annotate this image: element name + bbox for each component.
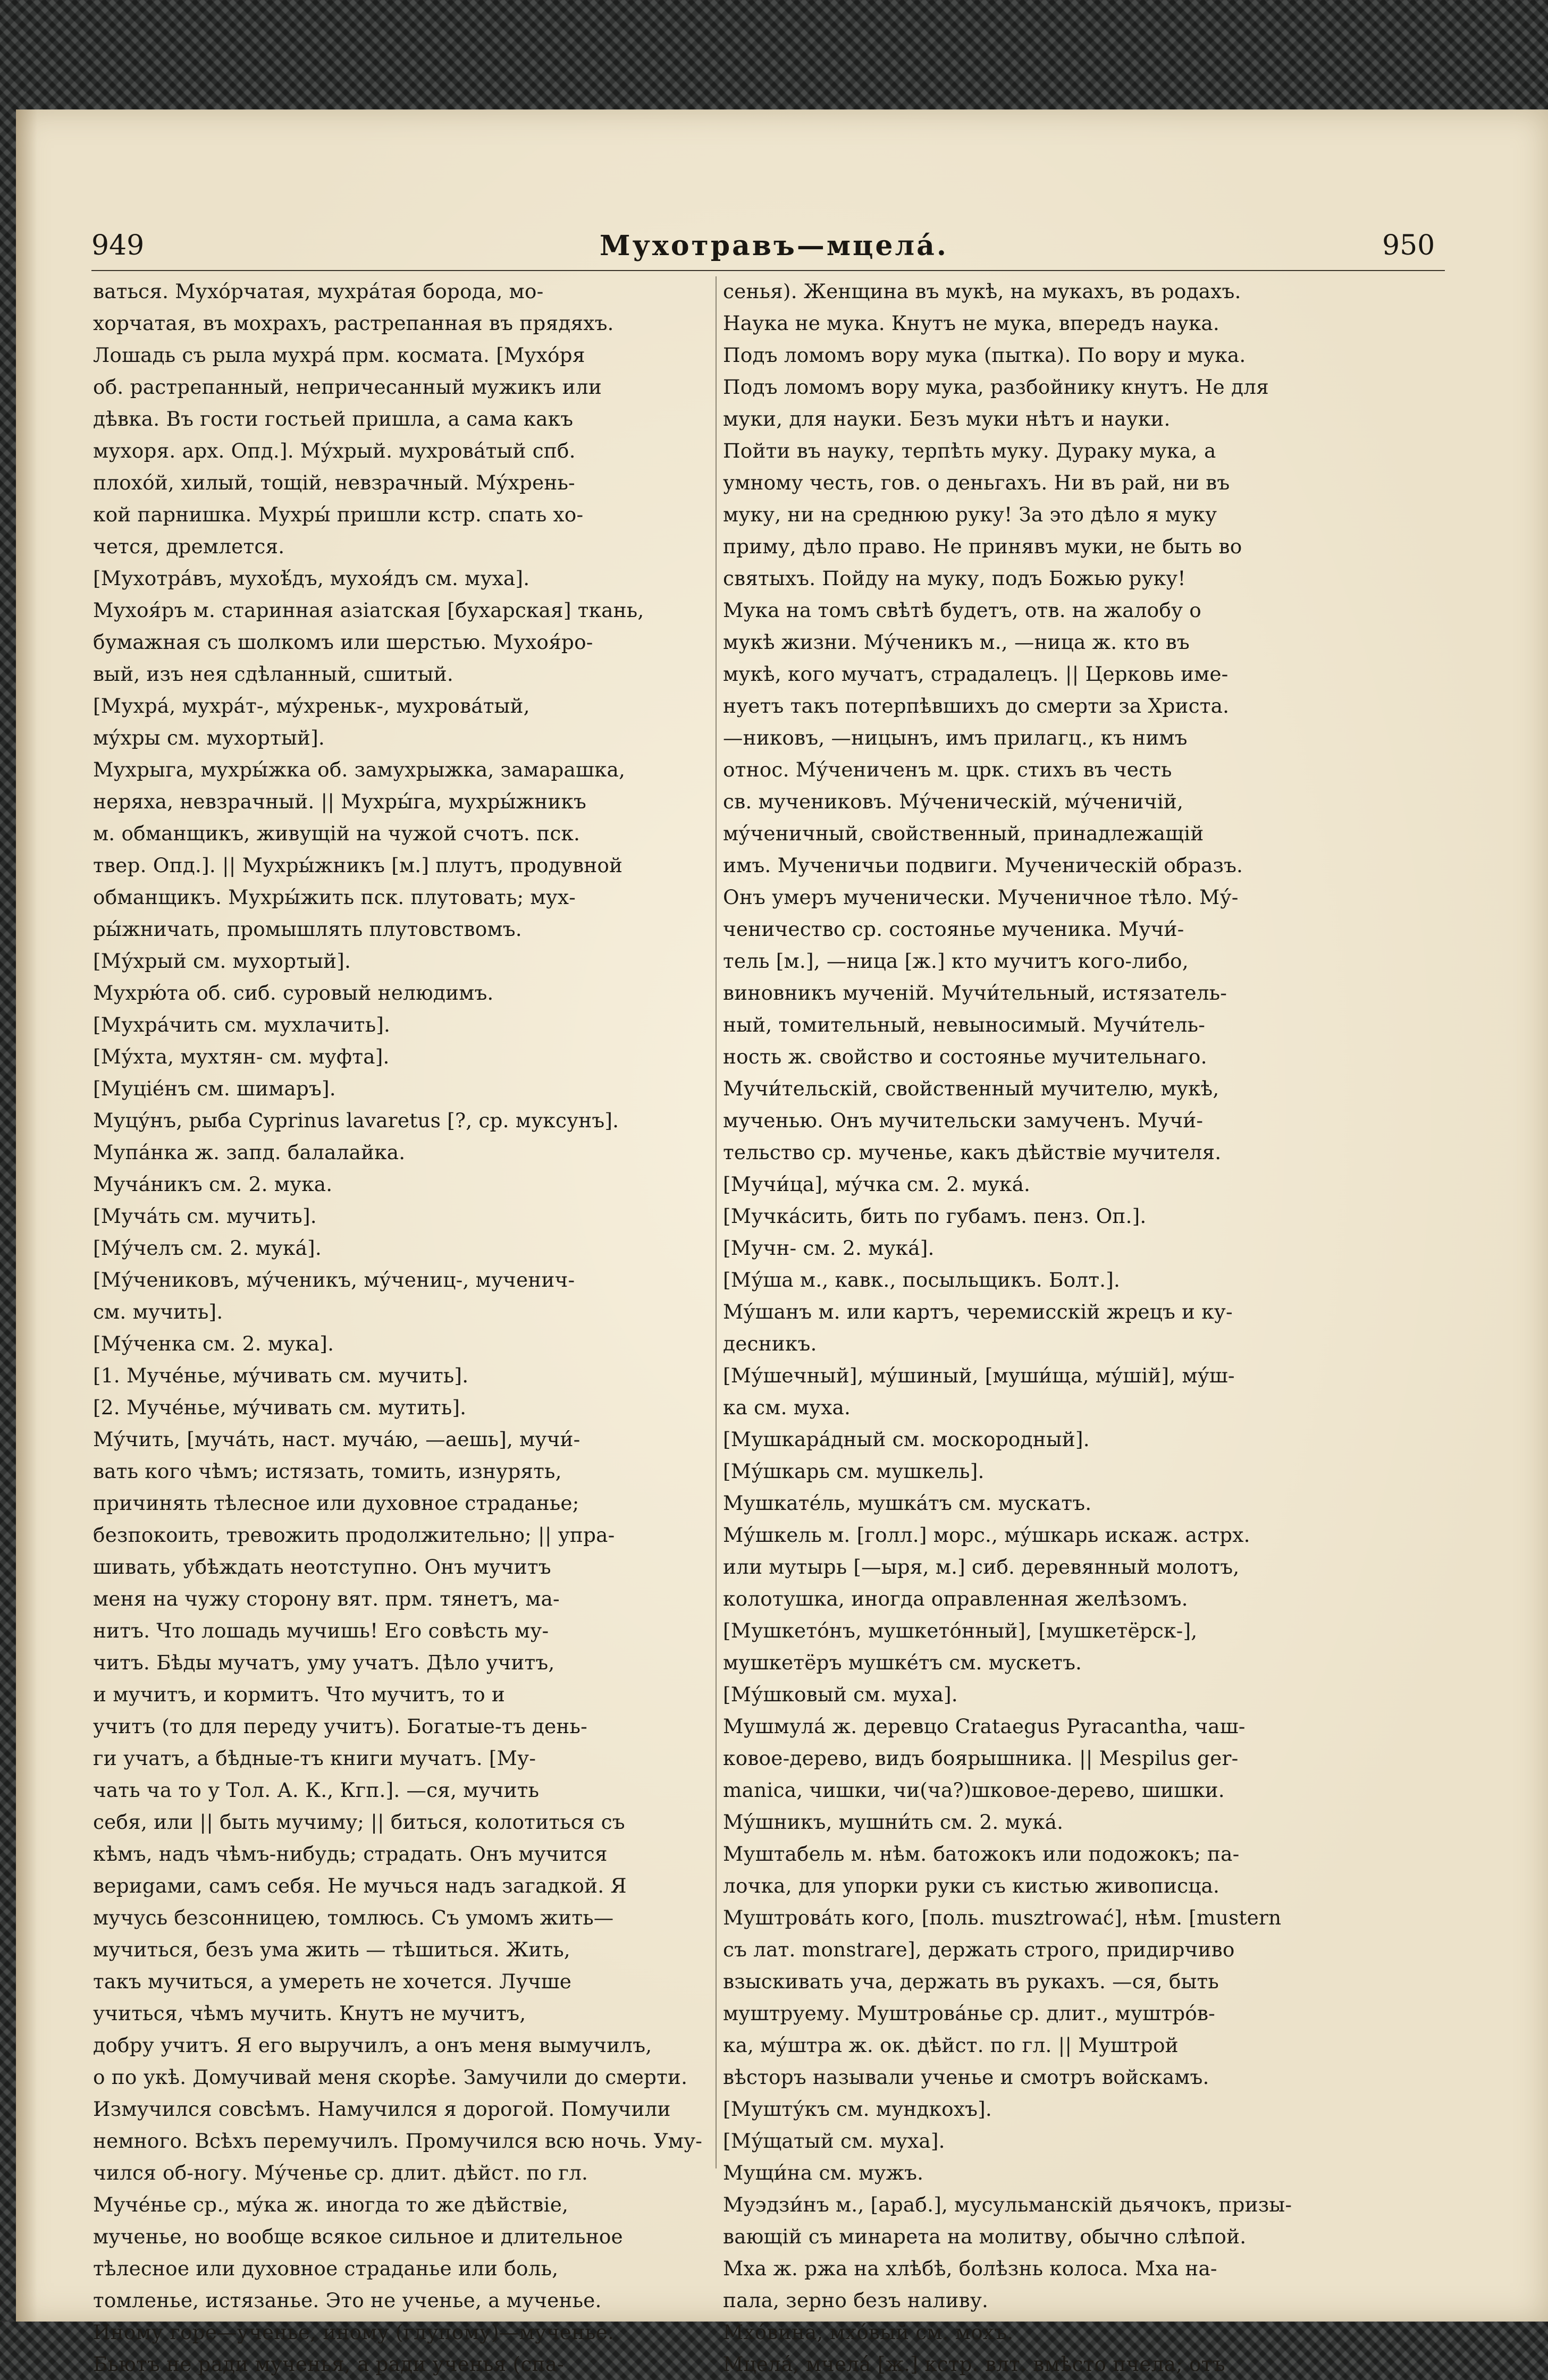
text-line: колотушка, иногда оправленная желѣзомъ. xyxy=(723,1587,1188,1610)
text-line: вающій съ минарета на молитву, обычно слѣпой. xyxy=(723,2225,1247,2248)
text-line: чать ча то у Тол. А. К., Кгп.]. —ся, мучить xyxy=(93,1778,540,1802)
text-line: [Му́хрый см. мухортый]. xyxy=(93,949,351,973)
right-column xyxy=(723,275,1334,2380)
text-line: Муштабель м. нѣм. батожокъ или подожокъ; па- xyxy=(723,1842,1240,1866)
text-line: ность ж. свойство и состоянье мучительнаго. xyxy=(723,1045,1207,1068)
text-line: мушкетёръ мушке́тъ см. мускетъ. xyxy=(723,1651,1082,1674)
text-line: ка см. муха. xyxy=(723,1396,851,1419)
text-line: [Мушкара́дный см. москородный]. xyxy=(723,1428,1090,1451)
text-line: добру учитъ. Я его выручилъ, а онъ меня вымучилъ, xyxy=(93,2033,652,2057)
text-line: см. мучить]. xyxy=(93,1300,223,1323)
text-line: Мушмула́ ж. деревцо Crataegus Pyracantha, чаш- xyxy=(723,1715,1246,1738)
text-line: [Мучн- см. 2. мука́]. xyxy=(723,1236,935,1260)
text-line: [Му́шкарь см. мушкель]. xyxy=(723,1459,985,1483)
text-line: безпокоить, тревожить продолжительно; || упра- xyxy=(93,1523,615,1547)
text-line: сенья). Женщина въ мукѣ, на мукахъ, въ родахъ. xyxy=(723,280,1241,303)
text-line: учиться, чѣмъ мучить. Кнутъ не мучитъ, xyxy=(93,2002,526,2025)
text-line: умному честь, гов. о деньгахъ. Ни въ рай, ни въ xyxy=(723,471,1230,494)
text-line: учитъ (то для переду учитъ). Богатые-тъ день- xyxy=(93,1715,587,1738)
text-line: дѣвка. Въ гости гостьей пришла, а сама какъ xyxy=(93,407,574,431)
text-line: [Муціе́нъ см. шимаръ]. xyxy=(93,1077,336,1100)
text-line: Муча́никъ см. 2. мука. xyxy=(93,1172,333,1196)
text-line: тельство ср. мученье, какъ дѣйствіе мучителя. xyxy=(723,1141,1222,1164)
text-line: [Мушту́къ см. мундкохъ]. xyxy=(723,2097,992,2121)
text-line: пала, зерно безъ наливу. xyxy=(723,2289,989,2312)
text-line: [Му́челъ см. 2. мука́]. xyxy=(93,1236,322,1260)
text-line: Муче́нье ср., му́ка ж. иногда то же дѣйствіе, xyxy=(93,2193,569,2216)
text-line: мухоря. арх. Опд.]. Му́хрый. мухрова́тый спб. xyxy=(93,439,576,462)
text-line: Мухоя́ръ м. старинная азіатская [бухарская] ткань, xyxy=(93,598,644,622)
text-line: [Мухра́чить см. мухлачить]. xyxy=(93,1013,391,1036)
text-line: manica, чишки, чи(ча?)шковое-дерево, шишки. xyxy=(723,1778,1225,1802)
text-line: Мцела́, мчела́ [ж.] кстр. влт. вмѣсто пчела; отъ xyxy=(723,2352,1225,2376)
text-line: муки, для науки. Безъ муки нѣтъ и науки. xyxy=(723,407,1171,431)
text-line: нуетъ такъ потерпѣвшихъ до смерти за Христа. xyxy=(723,694,1230,718)
text-line: Бьютъ не ради мученья, а ради ученья (спа- xyxy=(93,2352,564,2376)
text-line: мукѣ жизни. Му́ченикъ м., —ница ж. кто въ xyxy=(723,630,1190,654)
text-line: Мушкате́ль, мушка́тъ см. мускатъ. xyxy=(723,1491,1092,1515)
left-page-number: 949 xyxy=(91,230,145,261)
text-line: [Мучи́ца], му́чка см. 2. мука́. xyxy=(723,1172,1031,1196)
text-line: Подъ ломомъ вору мука (пытка). По вору и мука. xyxy=(723,343,1246,367)
text-line: [Мухотра́въ, мухоѣ́дъ, мухоя́дъ см. муха]. xyxy=(93,567,530,590)
text-line: [2. Муче́нье, му́чивать см. мутить]. xyxy=(93,1396,467,1419)
text-line: св. мучениковъ. Му́ченическій, му́ченичій, xyxy=(723,790,1184,813)
text-line: об. растрепанный, непричесанный мужикъ или xyxy=(93,375,602,399)
header-rule xyxy=(91,270,1445,271)
text-line: вериgами, самъ себя. Не мучься надъ загадкой. Я xyxy=(93,1874,627,1897)
text-line: Мучи́тельскій, свойственный мучителю, мукѣ, xyxy=(723,1077,1219,1100)
text-line: взыскивать уча, держать въ рукахъ. —ся, быть xyxy=(723,1970,1219,1993)
text-line: мученью. Онъ мучительски замученъ. Мучи́- xyxy=(723,1109,1204,1132)
text-line: ковое-дерево, видъ боярышника. || Mespilus ger- xyxy=(723,1746,1239,1770)
text-line: мучиться, безъ ума жить — тѣшиться. Жить, xyxy=(93,1938,570,1961)
text-line: хорчатая, въ мохрахъ, растрепанная въ прядяхъ. xyxy=(93,311,614,335)
text-line: Мха ж. ржа на хлѣбѣ, болѣзнь колоса. Мха на- xyxy=(723,2257,1217,2280)
text-line: Онъ умеръ мученически. Мученичное тѣло. Му́- xyxy=(723,885,1239,909)
text-line: себя, или || быть мучиму; || биться, колотиться съ xyxy=(93,1810,625,1834)
text-line: шивать, убѣждать неотступно. Онъ мучитъ xyxy=(93,1555,551,1579)
text-line: Муцу́нъ, рыба Cyprinus lavaretus [?, ср. муксунъ]. xyxy=(93,1109,619,1132)
text-line: или мутырь [—ыря, м.] сиб. деревянный молотъ, xyxy=(723,1555,1240,1579)
text-line: лочка, для упорки руки съ кистью живописца. xyxy=(723,1874,1220,1897)
text-line: Мука на томъ свѣтѣ будетъ, отв. на жалобу о xyxy=(723,598,1202,622)
text-line: [Му́шковый см. муха]. xyxy=(723,1683,958,1706)
text-line: муштруему. Муштрова́нье ср. длит., муштро́в- xyxy=(723,2002,1216,2025)
text-line: [Му́хта, мухтян- см. муфта]. xyxy=(93,1045,390,1068)
text-line: —никовъ, —ницынъ, имъ прилагц., къ нимъ xyxy=(723,726,1188,749)
text-line: ваться. Мухо́рчатая, мухра́тая борода, мо- xyxy=(93,280,544,303)
text-line: виновникъ мученій. Мучи́тельный, истязатель- xyxy=(723,981,1227,1005)
text-line: тѣлесное или духовное страданье или боль, xyxy=(93,2257,559,2280)
text-line: о по укѣ. Домучивай меня скорѣе. Замучили до смерти. xyxy=(93,2065,688,2089)
text-line: бумажная съ шолкомъ или шерстью. Мухоя́ро- xyxy=(93,630,593,654)
text-line: ный, томительный, невыносимый. Мучи́тель- xyxy=(723,1013,1206,1036)
text-line: [Му́шечный], му́шиный, [муши́ща, му́шій], му́ш- xyxy=(723,1364,1235,1387)
text-line: десникъ. xyxy=(723,1332,817,1355)
text-line: [Му́ша м., кавк., посыльщикъ. Болт.]. xyxy=(723,1268,1121,1292)
text-line: Наука не мука. Кнутъ не мука, впередъ наука. xyxy=(723,311,1219,335)
text-line: ги учатъ, а бѣдные-тъ книги мучатъ. [Му- xyxy=(93,1746,536,1770)
text-line: мученье, но вообще всякое сильное и длительное xyxy=(93,2225,623,2248)
text-line: читъ. Бѣды мучатъ, уму учатъ. Дѣло учитъ, xyxy=(93,1651,555,1674)
text-line: [Му́чениковъ, му́ченикъ, му́чениц-, мученич- xyxy=(93,1268,575,1292)
text-line: муку, ни на среднюю руку! За это дѣло я муку xyxy=(723,503,1217,526)
text-line: [Мушкето́нъ, мушкето́нный], [мушкетёрск-], xyxy=(723,1619,1198,1642)
text-line: Пойти въ науку, терпѣть муку. Дураку мука, а xyxy=(723,439,1216,462)
text-line: м. обманщикъ, живущій на чужой счотъ. пск. xyxy=(93,822,580,845)
text-line: [Мучка́сить, бить по губамъ. пенз. Оп.]. xyxy=(723,1204,1147,1228)
text-line: [Му́щатый см. муха]. xyxy=(723,2129,945,2153)
text-line: Лошадь съ рыла мухра́ прм. космата. [Мухо́ря xyxy=(93,343,585,367)
text-line: плохо́й, хилый, тощій, невзрачный. Му́хрень- xyxy=(93,471,575,494)
text-line: Подъ ломомъ вору мука, разбойнику кнутъ. Не для xyxy=(723,375,1269,399)
text-line: мучусь безсонницею, томлюсь. Съ умомъ жить— xyxy=(93,1906,614,1929)
text-line: Му́шанъ м. или картъ, черемисскій жрецъ и ку- xyxy=(723,1300,1233,1323)
text-line: кой парнишка. Мухры́ пришли кстр. спать хо- xyxy=(93,503,584,526)
text-line: Муэдзи́нъ м., [араб.], мусульманскій дьячокъ, призы- xyxy=(723,2193,1292,2216)
text-line: причинять тѣлесное или духовное страданье; xyxy=(93,1491,579,1515)
text-line: обманщикъ. Мухры́жить пск. плутовать; мух- xyxy=(93,885,576,909)
text-line: вый, изъ нея сдѣланный, сшитый. xyxy=(93,662,453,686)
running-title: Мухотравъ—мцела́. xyxy=(600,230,948,262)
text-line: Мущи́на см. мужъ. xyxy=(723,2161,924,2184)
text-line: чился об-ногу. Му́ченье ср. длит. дѣйст. по гл. xyxy=(93,2161,588,2184)
text-line: Му́чить, [муча́ть, наст. муча́ю, —аешь], мучи́- xyxy=(93,1428,580,1451)
text-line: неряха, невзрачный. || Мухры́га, мухры́жникъ xyxy=(93,790,586,813)
text-line: [Му́ченка см. 2. мука]. xyxy=(93,1332,334,1355)
text-line: нитъ. Что лошадь мучишь! Его совѣсть му- xyxy=(93,1619,549,1642)
text-line: чется, дремлется. xyxy=(93,535,285,558)
text-line: съ лат. monstrare], держать строго, придирчиво xyxy=(723,1938,1235,1961)
text-line: приму, дѣло право. Не принявъ муки, не быть во xyxy=(723,535,1242,558)
text-line: Иному горе—ученье, иному (глупому)—мученье. xyxy=(93,2320,615,2344)
text-line: ры́жничать, промышлять плутовствомъ. xyxy=(93,917,522,941)
text-line: Му́шкель м. [голл.] морс., му́шкарь искаж. астрх. xyxy=(723,1523,1250,1547)
text-line: твер. Опд.]. || Мухры́жникъ [м.] плутъ, продувной xyxy=(93,854,623,877)
text-line: [Муча́ть см. мучить]. xyxy=(93,1204,317,1228)
text-line: Муштрова́ть кого, [поль. musztrować], нѣм. [mustern xyxy=(723,1906,1282,1929)
text-line: кѣмъ, надъ чѣмъ-нибудь; страдать. Онъ мучится xyxy=(93,1842,608,1866)
text-line: [1. Муче́нье, му́чивать см. мучить]. xyxy=(93,1364,469,1387)
text-line: такъ мучиться, а умереть не хочется. Лучше xyxy=(93,1970,572,1993)
text-line: Измучился совсѣмъ. Намучился я дорогой. Помучили xyxy=(93,2097,671,2121)
text-line: му́ченичный, свойственный, принадлежащій xyxy=(723,822,1204,845)
text-line: тель [м.], —ница [ж.] кто мучитъ кого-либо, xyxy=(723,949,1189,973)
text-line: ка, му́штра ж. ок. дѣйст. по гл. || Муштрой xyxy=(723,2033,1179,2057)
text-line: Му́шникъ, мушни́ть см. 2. мука́. xyxy=(723,1810,1064,1834)
text-line: Мухрю́та об. сиб. суровый нелюдимъ. xyxy=(93,981,494,1005)
text-line: меня на чужу сторону вят. прм. тянетъ, ма- xyxy=(93,1587,560,1610)
left-column xyxy=(93,275,704,2380)
right-page-number: 950 xyxy=(1382,230,1435,261)
text-line: [Мухра́, мухра́т-, му́хреньк-, мухрова́тый, xyxy=(93,694,530,718)
text-line: относ. Му́чениченъ м. црк. стихъ въ честь xyxy=(723,758,1172,781)
text-line: и мучитъ, и кормитъ. Что мучитъ, то и xyxy=(93,1683,506,1706)
text-line: му́хры см. мухортый]. xyxy=(93,726,325,749)
text-line: Мухрыга, мухры́жка об. замухрыжка, замарашка, xyxy=(93,758,626,781)
text-line: томленье, истязанье. Это не ученье, а мученье. xyxy=(93,2289,602,2312)
text-line: Мхо́вина, мхо́вый см. мохъ. xyxy=(723,2320,1014,2344)
text-line: мукѣ, кого мучатъ, страдалецъ. || Церковь име- xyxy=(723,662,1229,686)
text-line: вѣсторъ называли ученье и смотръ войскамъ. xyxy=(723,2065,1209,2089)
column-divider xyxy=(716,276,717,2168)
text-line: ченичество ср. состоянье мученика. Мучи́- xyxy=(723,917,1184,941)
text-line: имъ. Мученичьи подвиги. Мученическій образъ. xyxy=(723,854,1243,877)
text-line: Мупа́нка ж. запд. балалайка. xyxy=(93,1141,406,1164)
text-line: святыхъ. Пойду на муку, подъ Божью руку! xyxy=(723,567,1186,590)
text-line: немного. Всѣхъ перемучилъ. Промучился всю ночь. Уму- xyxy=(93,2129,703,2153)
text-line: вать кого чѣмъ; истязать, томить, изнурять, xyxy=(93,1459,562,1483)
